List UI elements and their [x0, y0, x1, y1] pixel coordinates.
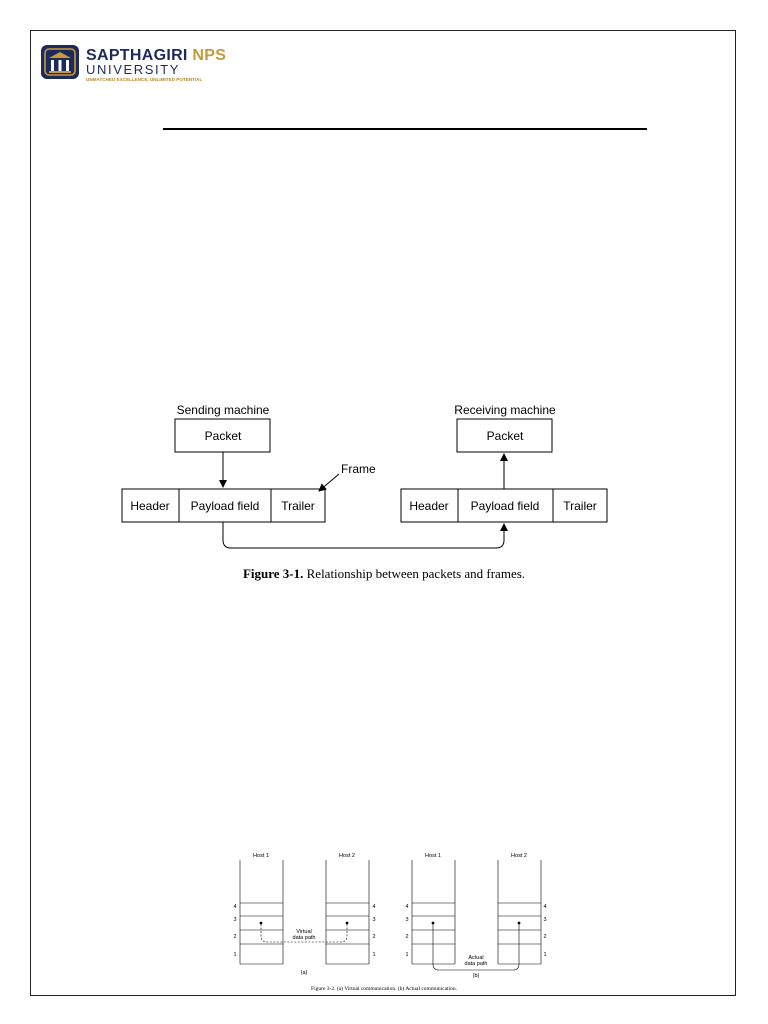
layer-4-mid-b: 4: [405, 904, 409, 910]
sending-machine-label: Sending machine: [176, 403, 270, 417]
figure2-caption: Figure 3-2. (a) Virtual communication. (b) Actual communication.: [311, 986, 457, 992]
frame-label: Frame: [341, 462, 376, 476]
virtual-path-label-1: Virtual: [296, 929, 312, 935]
frame-pointer-arrow: [319, 474, 339, 491]
packet-label-left: Packet: [204, 429, 242, 443]
packet-label-right: Packet: [486, 429, 524, 443]
actual-path-label-1: Actual: [468, 955, 484, 961]
horizontal-rule: [163, 128, 647, 130]
trailer-label-right: Trailer: [563, 499, 597, 513]
trailer-label-left: Trailer: [281, 499, 315, 513]
figure-packets-frames: [115, 398, 615, 556]
subfigure-a-label: (a): [300, 970, 308, 976]
logo-name-accent: NPS: [192, 47, 227, 64]
figure1-caption: [0, 566, 768, 582]
figure-virtual-actual-communication: [225, 846, 555, 986]
payload-label-left: Payload field: [190, 499, 260, 513]
layer-4-mid-a: 4: [372, 904, 376, 910]
transmission-path: [223, 522, 504, 548]
layer-1-left: 1: [233, 952, 237, 958]
host2-label-b: Host 2: [511, 853, 527, 859]
university-logo: [40, 44, 300, 84]
logo-name-main: SAPTHAGIRI: [86, 47, 188, 64]
layer-2-left: 2: [233, 934, 237, 940]
logo-tagline: UNMATCHED EXCELLENCE, UNLIMITED POTENTIAL: [86, 77, 203, 82]
layer-3-mid-a: 3: [372, 917, 376, 923]
layer-2-right: 2: [543, 934, 547, 940]
layer-3-mid-b: 3: [405, 917, 409, 923]
actual-path-label-2: data path: [464, 961, 488, 967]
layer-1-mid-a: 1: [372, 952, 376, 958]
layer-4-left: 4: [233, 904, 237, 910]
virtual-path-label-2: data path: [292, 935, 316, 941]
layer-1-mid-b: 1: [405, 952, 409, 958]
host1-label-b: Host 1: [425, 853, 441, 859]
university-emblem-icon: [40, 44, 80, 80]
host2-label-a: Host 2: [339, 853, 355, 859]
figure1-caption-text: Relationship between packets and frames.: [306, 566, 526, 581]
host1-label-a: Host 1: [253, 853, 269, 859]
layer-4-right: 4: [543, 904, 547, 910]
receiving-machine-label: Receiving machine: [454, 403, 556, 417]
header-label-left: Header: [130, 499, 170, 513]
layer-1-right: 1: [543, 952, 547, 958]
payload-label-right: Payload field: [470, 499, 540, 513]
figure1-caption-number: Figure 3-1.: [242, 566, 304, 581]
header-label-right: Header: [409, 499, 449, 513]
layer-3-right: 3: [543, 917, 547, 923]
layer-2-mid-b: 2: [405, 934, 409, 940]
layer-3-left: 3: [233, 917, 237, 923]
logo-subtitle: UNIVERSITY: [86, 62, 181, 77]
layer-2-mid-a: 2: [372, 934, 376, 940]
subfigure-b-label: (b): [472, 973, 480, 979]
